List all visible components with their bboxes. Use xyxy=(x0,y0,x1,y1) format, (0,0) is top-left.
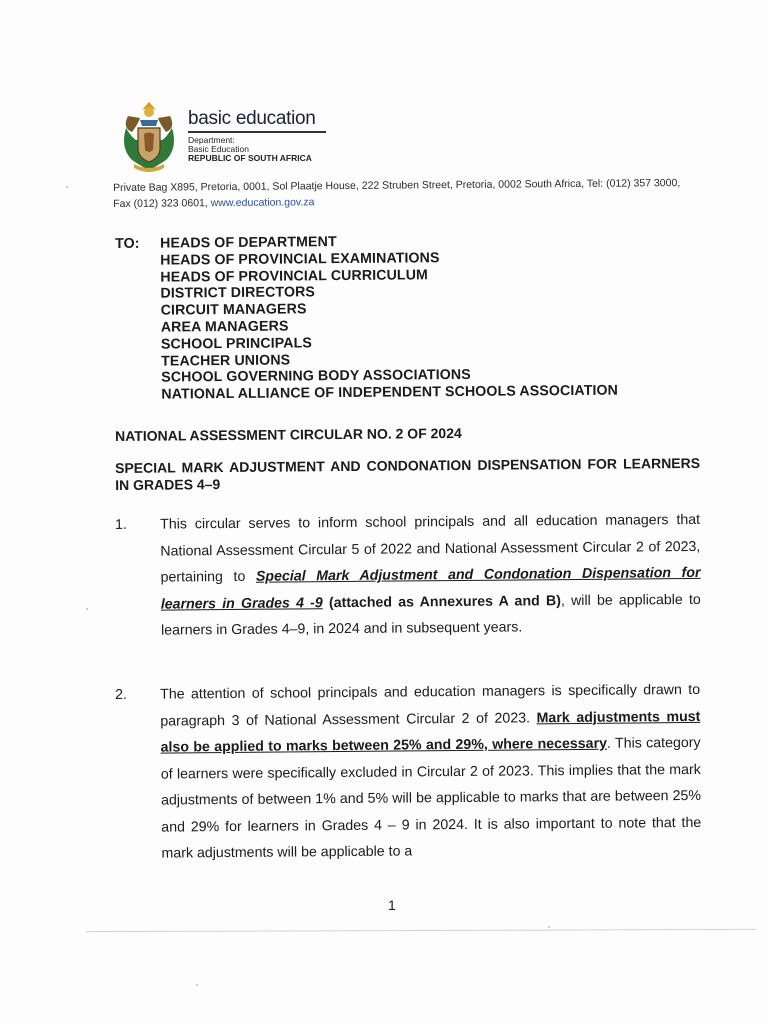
coat-of-arms-icon xyxy=(118,98,180,174)
paragraph-text-part: This circular serves to inform school principals and all education managers that National Assessment Circular 5 of 2022 and National Assessment Circular 2 of 2023, pertaining to xyxy=(160,511,701,586)
department-name: basic education xyxy=(188,108,316,129)
addressee-item: SCHOOL PRINCIPALS xyxy=(160,335,312,353)
to-label: TO: xyxy=(115,235,140,252)
fax-number: Fax (012) 323 0601, xyxy=(113,197,211,210)
addressee-item: AREA MANAGERS xyxy=(160,318,289,336)
scan-speck xyxy=(66,186,68,188)
addressee-item: SCHOOL GOVERNING BODY ASSOCIATIONS xyxy=(161,367,471,386)
brand-underline xyxy=(188,131,326,133)
circular-title: NATIONAL ASSESSMENT CIRCULAR NO. 2 OF 2024 xyxy=(115,424,462,444)
letterhead-brand xyxy=(188,108,326,163)
paragraph-emphasis: Mark adjustments must also be applied to marks between 25% and 29%, where necessary xyxy=(160,708,701,756)
page-number: 1 xyxy=(388,897,396,913)
numbered-paragraph xyxy=(115,507,701,645)
numbered-paragraph xyxy=(115,677,702,868)
country-name: REPUBLIC OF SOUTH AFRICA xyxy=(188,152,312,163)
addressee-item: HEADS OF PROVINCIAL EXAMINATIONS xyxy=(160,249,440,269)
paragraph-number: 1. xyxy=(115,516,128,533)
paragraph-text xyxy=(160,677,702,867)
addressee-item: NATIONAL ALLIANCE OF INDEPENDENT SCHOOLS ASSOCIATION xyxy=(161,382,619,403)
department-label: Department: xyxy=(188,134,235,145)
paragraph-bold: (attached as Annexures A and B) xyxy=(322,592,561,611)
addressee-item: DISTRICT DIRECTORS xyxy=(160,284,316,302)
paragraph-text-part: . This category of learners were specifically excluded in Circular 2 of 2023. This implies that the mark adjustments of between 1% and 5% will be applicable to marks that are between 25% and 29% for learners in Grades 4 – 9 in 2024. It is also important to note that the mark adjustments will be applicable to a xyxy=(160,734,702,862)
department-subname: Basic Education xyxy=(188,143,249,154)
addressee-item: HEADS OF PROVINCIAL CURRICULUM xyxy=(160,266,428,286)
postal-address xyxy=(113,175,703,212)
website-link[interactable]: www.education.gov.za xyxy=(210,196,315,210)
footer-divider xyxy=(86,929,756,932)
paragraph-emphasis: Special Mark Adjustment and Condonation Dispensation for learners in Grades 4 -9 xyxy=(160,564,701,613)
addressee-item: TEACHER UNIONS xyxy=(161,352,291,370)
addressee-list xyxy=(160,232,618,404)
paragraph-text-part: , will be applicable to learners in Grades 4–9, in 2024 and in subsequent years. xyxy=(160,591,701,639)
scan-speck xyxy=(86,608,88,610)
scan-speck xyxy=(196,984,198,986)
addressee-block xyxy=(115,231,675,403)
scan-speck xyxy=(548,926,550,928)
circular-subject: SPECIAL MARK ADJUSTMENT AND CONDONATION DISPENSATION FOR LEARNERS IN GRADES 4–9 xyxy=(115,454,701,493)
addressee-item: CIRCUIT MANAGERS xyxy=(160,301,307,319)
paragraph-number: 2. xyxy=(115,686,128,703)
addressee-item: HEADS OF DEPARTMENT xyxy=(159,234,337,252)
address-line: Private Bag X895, Pretoria, 0001, Sol Plaatje House, 222 Struben Street, Pretoria, 0002 South Africa, Tel: (012) 357 3000, xyxy=(113,177,681,194)
paragraph-text xyxy=(160,507,701,644)
paragraph-text-part: The attention of school principals and education managers is specifically drawn to paragraph 3 of National Assessment Circular 2 of 2023. xyxy=(160,681,701,730)
